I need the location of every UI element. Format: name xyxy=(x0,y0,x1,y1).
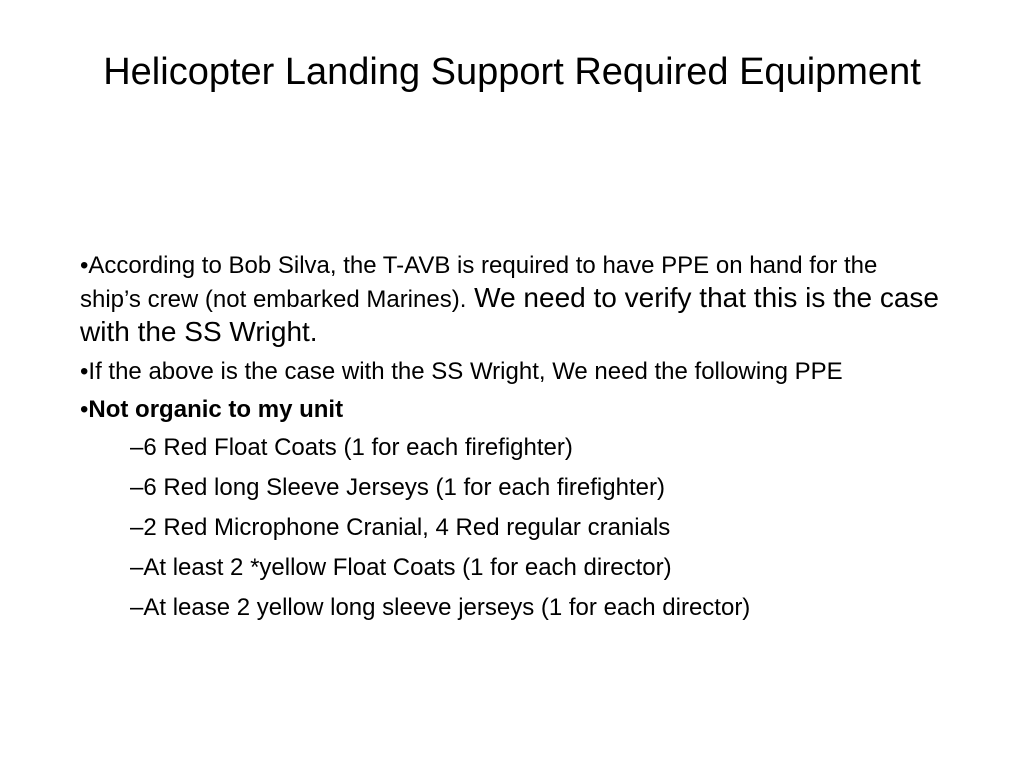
bullet-marker: • xyxy=(80,252,89,279)
bullet-text: According to Bob Silva, the T-AVB is required to have PPE on hand for the ship’s crew (not embarked Marines). xyxy=(80,252,878,313)
bullet-marker: • xyxy=(80,396,89,423)
sub-item: –At least 2 *yellow Float Coats (1 for each director) xyxy=(130,554,672,581)
bullet-text-bold: Not organic to my unit xyxy=(88,396,344,423)
sub-item: –6 Red long Sleeve Jerseys (1 for each firefighter) xyxy=(130,474,665,501)
bullet-item-1 xyxy=(80,250,940,350)
bullet-text: If the above is the case with the SS Wright, We need the following PPE xyxy=(88,358,843,385)
bullet-marker: • xyxy=(80,358,89,385)
bullet-text-emphasis: We need to verify that this is the case with the SS Wright. xyxy=(80,282,939,347)
bullet-item-3 xyxy=(80,394,940,426)
sub-item: –At lease 2 yellow long sleeve jerseys (1 for each director) xyxy=(130,594,751,621)
bullet-item-2 xyxy=(80,356,940,388)
slide-content xyxy=(80,250,940,632)
slide-title: Helicopter Landing Support Required Equipment xyxy=(103,51,921,93)
sub-item: –2 Red Microphone Cranial, 4 Red regular cranials xyxy=(130,514,671,541)
sub-item: –6 Red Float Coats (1 for each firefighter) xyxy=(130,434,573,461)
